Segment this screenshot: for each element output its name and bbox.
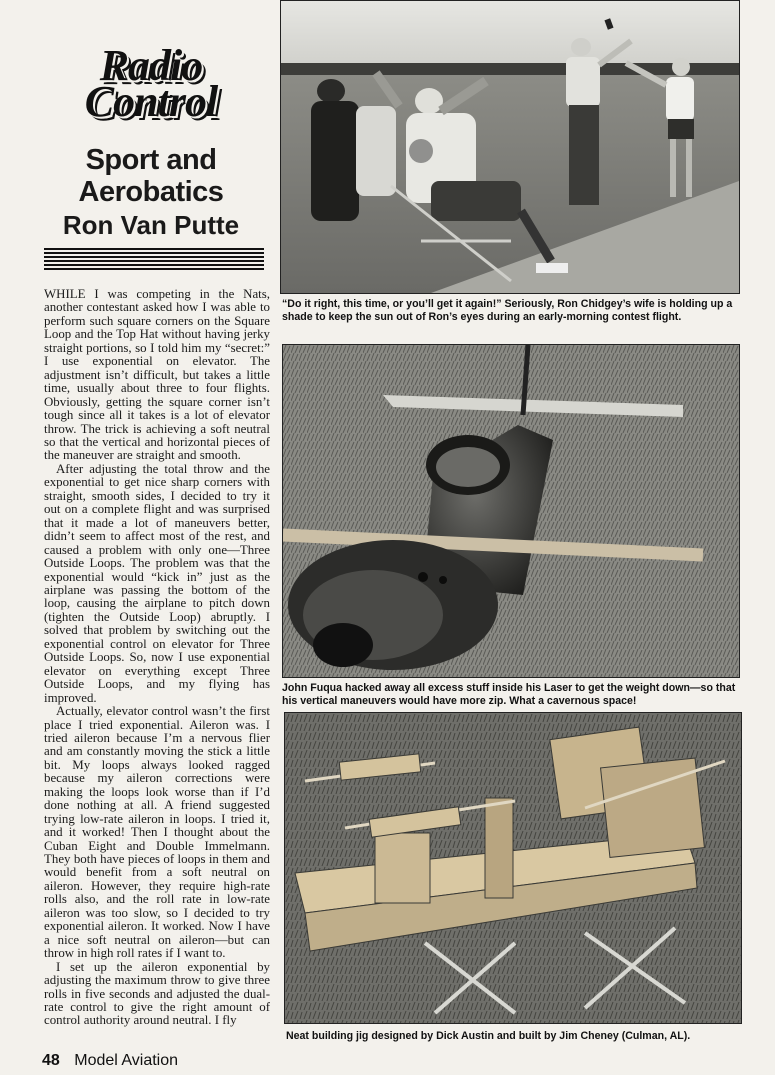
article-paragraph-1: WHILE I was competing in the Nats, another contestant asked how I was able to perform such square corners on the Square Loop and the Top Hat without having jerky straight portions, so I told him my “secret:” I use exponential on elevator. The adjustment isn’t difficult, but takes a little time, usually about three to four flights. Obviously, getting the square corner isn’t tough since all it takes is a lot of elevator throw. The trick is achieving a soft neutral so that the vertical and horizontal pieces of the maneuver are straight and smooth.: [44, 288, 270, 463]
page-footer: [42, 1052, 178, 1070]
caption-bottom-photo: Neat building jig designed by Dick Austin and built by Jim Cheney (Culman, AL).: [286, 1030, 691, 1042]
article-paragraph-3: Actually, elevator control wasn’t the first place I tried exponential. Aileron was. I tried aileron because I’m a nervous flier and am constantly moving the stick a little bit. My loops always looked ragged because my aileron corrections were making the loops look worse than if I’d done nothing at all. A friend suggested trying low-rate aileron in loops. I tried it, and it worked! Then I thought about the Cuban Eight and Double Immelmann. They both have pieces of loops in them and would benefit from a soft neutral on aileron. However, they require high-rate rolls also, and the roll rate in low-rate aileron was too slow, so I decided to try exponential aileron. It worked. Now I have a nice soft neutral on aileron—but can throw in high roll rates if I want to.: [44, 704, 270, 961]
caption-top-photo: “Do it right, this time, or you’ll get it again!” Seriously, Ron Chidgey’s wife is holding up a shade to keep the sun out of Ron’s eyes during an early-morning contest flight.: [282, 298, 733, 323]
article-paragraph-4: I set up the aileron exponential by adjusting the maximum throw to give three rolls in five seconds and adjusted the dual-rate control to give the right amount of control authority around neutral. I fly: [44, 959, 270, 1028]
logo-line-2: Control: [84, 77, 218, 126]
article-body: [44, 288, 270, 1048]
caption-middle-photo: John Fuqua hacked away all excess stuff inside his Laser to get the weight down—so that his vertical maneuvers would have more zip. What a cavernous space!: [282, 682, 736, 707]
magazine-name: Model Aviation: [74, 1052, 179, 1069]
article-paragraph-2: After adjusting the total throw and the exponential to get nice sharp corners with straight, smooth sides, I decided to try it out on a complete flight and was surprised that it made a lot of maneuvers better, didn’t seem to affect most of the rest, and caused a problem with only one—Three Outside Loops. The problem was that the exponential would “kick in” just as the airplane was passing the bottom of the loop, causing the airplane to pitch down (tighten the Outside Loop) abruptly. I solved that problem by switching out the exponential control on elevator for Three Outside Loops. So, now I use exponential elevator on everything except Three Outside Loops, and my flying has improved.: [44, 461, 270, 705]
photo-building-jig: [284, 712, 742, 1024]
subtitle-line-2: Aerobatics: [78, 176, 224, 208]
photo-flying-field: [280, 0, 740, 294]
page-number: 48: [42, 1052, 60, 1069]
subtitle-line-1: Sport and: [85, 144, 217, 176]
photo-laser-fuselage: [282, 344, 740, 678]
column-subtitle: [40, 144, 262, 208]
logo-line-1: Radio: [99, 41, 203, 90]
column-logo: [40, 41, 262, 126]
header-rules: [44, 248, 264, 272]
author-byline: Ron Van Putte: [62, 210, 240, 240]
